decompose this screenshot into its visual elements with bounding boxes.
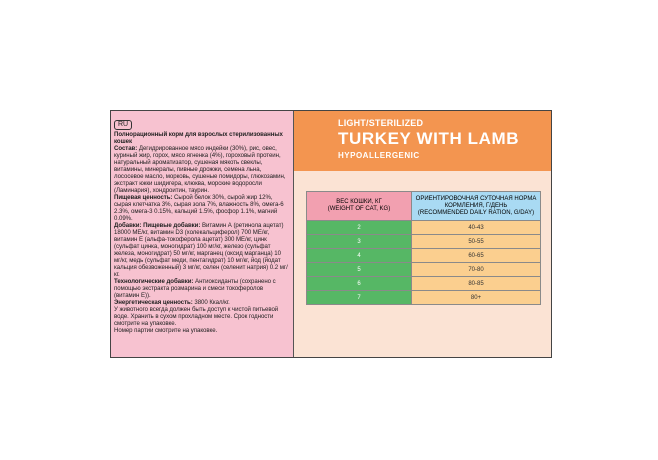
intro-text: Полнорационный корм для взрослых стерилизованных кошек	[114, 131, 283, 145]
ingredients-text	[114, 131, 289, 334]
ingredients-panel	[111, 111, 294, 357]
ration-cell: 80-85	[412, 277, 541, 291]
weight-cell: 2	[307, 221, 412, 235]
feeding-table	[306, 191, 541, 305]
product-subtitle: HYPOALLERGENIC	[338, 151, 420, 160]
table-row	[307, 221, 541, 235]
table-row	[307, 249, 541, 263]
product-banner	[294, 111, 551, 171]
table-row	[307, 235, 541, 249]
weight-cell: 3	[307, 235, 412, 249]
weight-cell: 7	[307, 291, 412, 305]
nutrition-text: Сырой белок 30%, сырой жир 12%, сырая клетчатка 3%, сырая зола 7%, влажность 8%, омега-6 2.3%, омега-3 0.15%, кальций 1.5%, фосфор 1.1%, магний 0.09%.	[114, 194, 284, 222]
tech-additives-label: Технологические добавки:	[114, 278, 194, 285]
composition-label: Состав:	[114, 145, 138, 152]
weight-header-ru: ВЕС КОШКИ, КГ	[336, 199, 382, 205]
ration-header-ru: ОРИЕНТИРОВОЧНАЯ СУТОЧНАЯ НОРМА КОРМЛЕНИЯ, Г/ДЕНЬ	[415, 195, 537, 209]
energy-text: 3800 Ккал/кг.	[192, 299, 230, 306]
ration-cell: 70-80	[412, 263, 541, 277]
weight-cell: 6	[307, 277, 412, 291]
table-header-row	[307, 192, 541, 221]
feeding-panel	[294, 111, 551, 357]
additives-text: Витамин А (ретинола ацетат) 18000 МЕ/кг, витамин D3 (холекальциферол) 700 МЕ/кг, витамин Е (альфа-токоферола ацетат) 300 МЕ/кг, цинк (сульфат цинка, моногидрат) 100 мг/кг, железо (сульфат железа, моногидрат) 50 мг/кг, марганец (оксид марганца) 10 мг/кг, медь (сульфат меди, пентагидрат) 10 мг/кг, йод (йодат кальция обезвоженный) 3 мг/кг, селен (селенит натрия) 0.2 мг/кг.	[114, 222, 288, 278]
ration-cell: 40-43	[412, 221, 541, 235]
weight-cell: 4	[307, 249, 412, 263]
table-row	[307, 277, 541, 291]
ration-cell: 50-55	[412, 235, 541, 249]
language-badge: RU	[114, 120, 132, 130]
ration-cell: 60-65	[412, 249, 541, 263]
table-row	[307, 263, 541, 277]
product-title: TURKEY WITH LAMB	[338, 129, 520, 148]
nutrition-label: Пищевая ценность:	[114, 194, 173, 201]
energy-label: Энергетическая ценность:	[114, 299, 193, 306]
weight-cell: 5	[307, 263, 412, 277]
table-row	[307, 291, 541, 305]
ration-header-en: (RECOMMENDED DAILY RATION, G/DAY)	[417, 209, 535, 216]
ration-header	[412, 192, 541, 221]
tech-additives-text: Антиоксиданты (сохранено с помощью экстракта розмарина и смеси токоферолов (витамин Е)).	[114, 278, 276, 299]
ration-cell: 80+	[412, 291, 541, 305]
batch-text: Номер партии смотрите на упаковке.	[114, 327, 218, 334]
product-label	[110, 110, 552, 358]
water-text: У животного всегда должен быть доступ к чистой питьевой воде. Хранить в сухом прохладном месте. Срок годности смотрите на упаковке.	[114, 306, 279, 327]
weight-header	[307, 192, 412, 221]
composition-text: Дегидрированное мясо индейки (30%), рис, овес, куриный жир, горох, мясо ягненка (4%), гороховый протеин, натуральный ароматизатор, сушеная мякоть свеклы, витамины, минералы, пивные дрожжи, семена льна, лососевое масло, морковь, сушеные помидоры, глюкозамин, экстракт юкки шидигера, клюква, морские водоросли (Ламинария), хондроитин, таурин.	[114, 145, 286, 194]
product-line: LIGHT/STERILIZED	[338, 118, 424, 128]
weight-header-en: (WEIGHT OF CAT, KG)	[327, 206, 391, 212]
additives-label: Добавки: Пищевые добавки:	[114, 222, 201, 229]
